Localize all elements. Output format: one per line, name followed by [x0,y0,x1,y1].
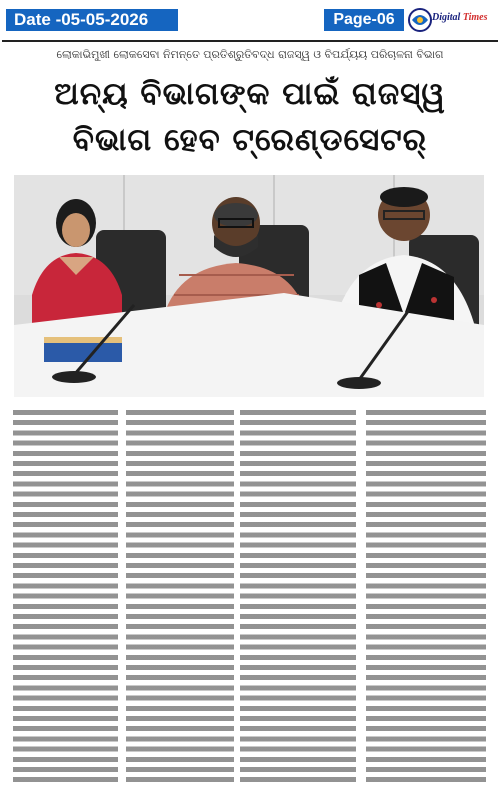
headline-line-2: ବିଭାଗ ହେବ ଟ୍ରେଣ୍ଡସେଟର୍ [72,122,428,158]
date-label: Date -05-05-2026 [6,9,178,31]
article-column-3 [240,410,356,782]
page-number: Page-06 [324,9,404,31]
logo-text-b: Times [462,12,488,23]
article-column-4 [366,410,486,782]
article-column-1 [13,410,118,782]
article-column-2 [126,410,234,782]
logo-text-a: Digital [432,12,461,23]
newspaper-logo-icon [406,4,496,36]
page-header [0,0,500,40]
kicker: ଲୋକାଭିମୁଖୀ ଲୋକସେବା ନିମନ୍ତେ ପ୍ରତିଶ୍ରୁତିବଦ୍ଧ ରାଜସ୍ୱ ଓ ବିପର୍ଯ୍ୟୟ ପରିଚାଳନା ବିଭାଗ [56,48,444,61]
headline-line-1: ଅନ୍ୟ ବିଭାଗଙ୍କ ପାଇଁ ରାଜସ୍ୱ [54,76,446,112]
news-photo [14,175,484,397]
header-rule [2,40,498,42]
